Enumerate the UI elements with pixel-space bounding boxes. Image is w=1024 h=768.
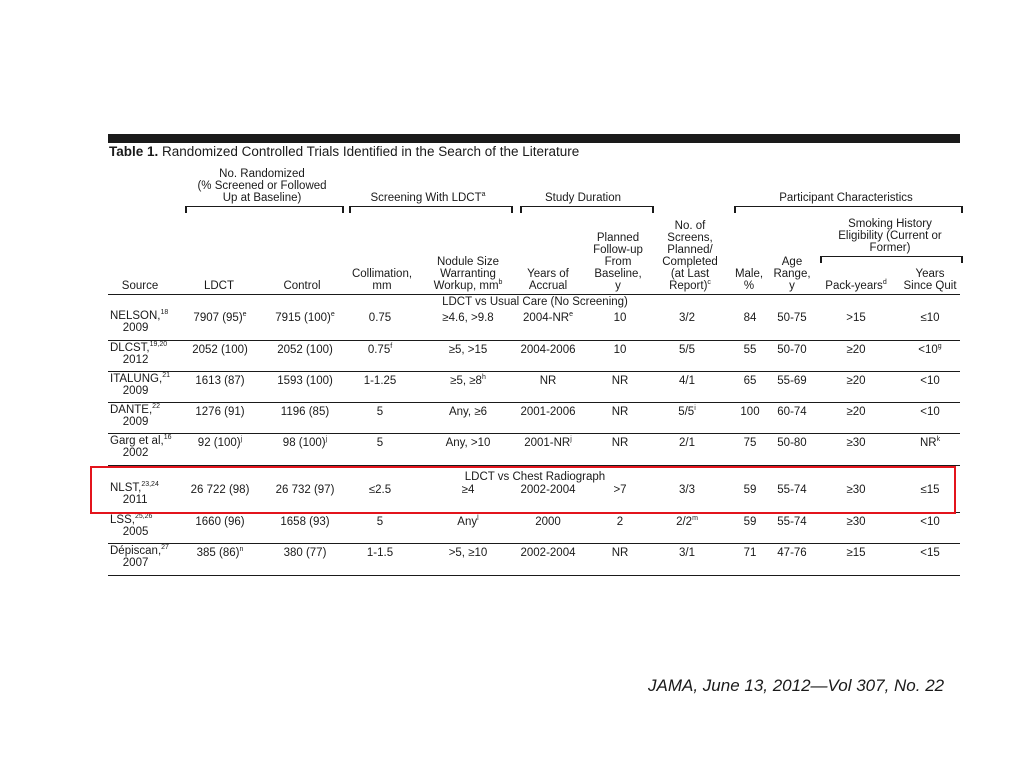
col-header-ldct: LDCT	[203, 280, 235, 292]
group-header-smoking: Smoking History Eligibility (Current or Former)	[838, 218, 942, 254]
table-row-8-packyears: ≥15	[846, 547, 866, 559]
table-row-8-ldct: 385 $(86)^n$	[196, 546, 244, 559]
header-rule	[108, 294, 960, 295]
table-row-8-followup: NR	[611, 547, 629, 559]
table-row-7-male: 59	[743, 516, 757, 528]
citation: JAMA, June 13, 2012—Vol 307, No. 22	[648, 676, 945, 695]
table-row-6-screens: 3/3	[679, 484, 695, 496]
col-header-source: Source	[121, 280, 159, 292]
col-header-collimation: Collimation, mm	[351, 268, 413, 292]
table-row-2-male: 55	[743, 344, 757, 356]
table-row-8-quit: <15	[920, 547, 940, 559]
table-row-2-divider	[108, 371, 960, 372]
table-row-6-age: 55-74	[777, 484, 807, 496]
table-row-1-collimation: 0.75	[368, 312, 392, 324]
table-row-7-accrual: 2000	[535, 516, 561, 528]
table-row-2-nodule: ≥5, >15	[448, 344, 488, 356]
table-row-2-packyears: ≥20	[846, 344, 866, 356]
col-header-screens: No. of Screens, Planned/ Completed (at Last Report)$^c$	[662, 220, 718, 292]
table-row-8-source: Dépiscan,$^{27}$ 2007	[110, 544, 169, 569]
col-header-accrual: Years of Accrual	[527, 268, 569, 292]
table-row-8-screens: 3/1	[679, 547, 695, 559]
table-row-8-nodule: >5, ≥10	[448, 547, 488, 559]
table-row-3-accrual: NR	[539, 375, 557, 387]
table-row-7-packyears: ≥30	[846, 516, 866, 528]
table-row-1-quit: ≤10	[920, 312, 940, 324]
table-row-7-followup: 2	[616, 516, 624, 528]
table-row-1-age: 50-75	[777, 312, 807, 324]
col-header-age: Age Range, y	[773, 256, 811, 292]
table-row-6-ldct: 26 722 (98)	[190, 484, 250, 496]
table-row-1-male: 84	[743, 312, 757, 324]
table-row-2-accrual: 2004-2006	[520, 344, 576, 356]
table-row-6-packyears: ≥30	[846, 484, 866, 496]
bracket-smoking	[820, 256, 963, 263]
table-row-8-male: 71	[743, 547, 757, 559]
table-row-3-control: 1593 (100)	[277, 375, 333, 387]
table-row-4-male: 100	[740, 406, 760, 418]
col-header-nodule: Nodule Size Warranting Workup, $mm^b$	[433, 256, 503, 292]
table-row-6-quit: ≤15	[920, 484, 940, 496]
section-title-chest-radiograph: LDCT vs Chest Radiograph	[464, 471, 606, 483]
table-row-3-source: ITALUNG,$^{21}$ 2009	[110, 372, 170, 397]
table-row-5-male: 75	[743, 437, 757, 449]
table-row-4-accrual: 2001-2006	[520, 406, 576, 418]
table-row-2-age: 50-70	[777, 344, 807, 356]
table-row-5-source: Garg et al,$^{16}$ 2002	[110, 434, 172, 459]
table-row-4-control: 1196 (85)	[280, 406, 330, 418]
table-row-7-ldct: 1660 (96)	[195, 516, 245, 528]
bracket-randomized	[185, 206, 344, 213]
table-row-4-screens: 5/5$^i$	[678, 405, 696, 418]
col-header-packyears: Pack-years$^d$	[825, 279, 887, 292]
table-row-3-age: 55-69	[777, 375, 807, 387]
table-row-4-nodule: Any, ≥6	[448, 406, 488, 418]
table-row-7-control: 1658 (93)	[280, 516, 330, 528]
table-row-1-source: NELSON,$^{18}$ 2009	[110, 309, 169, 334]
table-row-3-packyears: ≥20	[846, 375, 866, 387]
table-title	[109, 144, 579, 159]
table-row-3-ldct: 1613 (87)	[195, 375, 245, 387]
table-row-8-divider	[108, 575, 960, 576]
table-row-7-source: LSS,$^{25,26}$ 2005	[110, 513, 153, 538]
table-row-2-collimation: 0.75$^f$	[367, 343, 393, 356]
table-row-5-followup: NR	[611, 437, 629, 449]
table-row-4-quit: <10	[920, 406, 940, 418]
table-row-2-quit: $<10^g$	[918, 343, 942, 356]
table-row-1-screens: 3/2	[679, 312, 695, 324]
col-header-control: Control	[283, 280, 321, 292]
table-row-1-followup: 10	[613, 312, 627, 324]
table-caption: Randomized Controlled Trials Identified in the Search of the Literature	[162, 144, 580, 159]
table-row-1-packyears: >15	[846, 312, 866, 324]
table-row-4-source: DANTE,$^{22}$ 2009	[110, 403, 160, 428]
table-row-3-collimation: 1-1.25	[363, 375, 397, 387]
table-row-7-quit: <10	[920, 516, 940, 528]
col-header-male: Male, %	[734, 268, 764, 292]
table-row-6-followup: >7	[613, 484, 627, 496]
table-row-6-control: 26 732 (97)	[275, 484, 335, 496]
table-row-7-age: 55-74	[777, 516, 807, 528]
table-row-7-divider	[108, 543, 960, 544]
table-row-4-age: 60-74	[777, 406, 807, 418]
table-row-1-accrual: $2004-NR^e$	[523, 311, 573, 324]
table-row-6-nodule: ≥4	[461, 484, 475, 496]
table-row-8-control: 380 (77)	[283, 547, 327, 559]
table-row-8-accrual: 2002-2004	[520, 547, 576, 559]
table-row-3-nodule: ≥5, $\ge 8^h$	[450, 374, 486, 387]
nlst-highlight-box	[90, 466, 956, 514]
bracket-duration	[520, 206, 654, 213]
table-row-5-screens: 2/1	[679, 437, 695, 449]
table-row-2-ldct: 2052 (100)	[192, 344, 248, 356]
table-row-5-accrual: $2001-NR^j$	[524, 436, 572, 449]
table-row-4-ldct: 1276 (91)	[195, 406, 245, 418]
group-header-participants: Participant Characteristics	[779, 192, 913, 204]
table-row-2-control: 2052 (100)	[277, 344, 333, 356]
table-row-5-age: 50-80	[777, 437, 807, 449]
col-header-followup: Planned Follow-up From Baseline, y	[593, 232, 643, 292]
table-row-4-packyears: ≥20	[846, 406, 866, 418]
table-label: Table 1.	[109, 144, 159, 159]
section-title-usual-care: LDCT vs Usual Care (No Screening)	[442, 296, 628, 308]
col-header-yearsquit: Years Since Quit	[903, 268, 957, 292]
table-row-2-followup: 10	[613, 344, 627, 356]
table-row-6-collimation: ≤2.5	[368, 484, 392, 496]
table-row-3-followup: NR	[611, 375, 629, 387]
table-row-7-collimation: 5	[376, 516, 384, 528]
group-header-duration: Study Duration	[544, 192, 622, 204]
group-header-screening: Screening With LDCT$^a$	[370, 191, 486, 204]
table-row-3-male: 65	[743, 375, 757, 387]
table-row-3-screens: 4/1	[679, 375, 695, 387]
table-row-3-divider	[108, 402, 960, 403]
table-row-4-followup: NR	[611, 406, 629, 418]
table-row-5-ldct: 92 $(100)^j$	[197, 436, 243, 449]
table-row-1-ldct: 7907 $(95)^e$	[193, 311, 247, 324]
group-header-randomized: No. Randomized (% Screened or Followed Up at Baseline)	[197, 168, 327, 204]
table-row-5-control: 98 $(100)^j$	[282, 436, 328, 449]
bracket-participants	[734, 206, 963, 213]
table-row-6-accrual: 2002-2004	[520, 484, 576, 496]
bracket-screening	[349, 206, 513, 213]
table-row-5-quit: $NR^k$	[919, 436, 941, 449]
table-row-8-collimation: 1-1.5	[366, 547, 394, 559]
table-row-6-male: 59	[743, 484, 757, 496]
table-row-5-nodule: Any, >10	[445, 437, 491, 449]
table-row-1-control: 7915 $(100)^e$	[275, 311, 335, 324]
table-row-5-packyears: ≥30	[846, 437, 866, 449]
table-row-4-divider	[108, 433, 960, 434]
table-row-8-age: 47-76	[777, 547, 807, 559]
table-row-5-collimation: 5	[376, 437, 384, 449]
table-row-3-quit: <10	[920, 375, 940, 387]
table-row-2-source: DLCST,$^{19,20}$ 2012	[110, 341, 168, 366]
table-row-4-collimation: 5	[376, 406, 384, 418]
table-row-6-source: NLST,$^{23,24}$ 2011	[110, 481, 159, 506]
table-row-7-nodule: Any$^l$	[457, 515, 479, 528]
table-row-1-divider	[108, 340, 960, 341]
table-row-1-nodule: ≥4.6, >9.8	[442, 312, 494, 324]
table-top-rule	[108, 134, 960, 143]
table-row-2-screens: 5/5	[679, 344, 695, 356]
table-row-7-screens: 2/2$^m$	[676, 515, 698, 528]
